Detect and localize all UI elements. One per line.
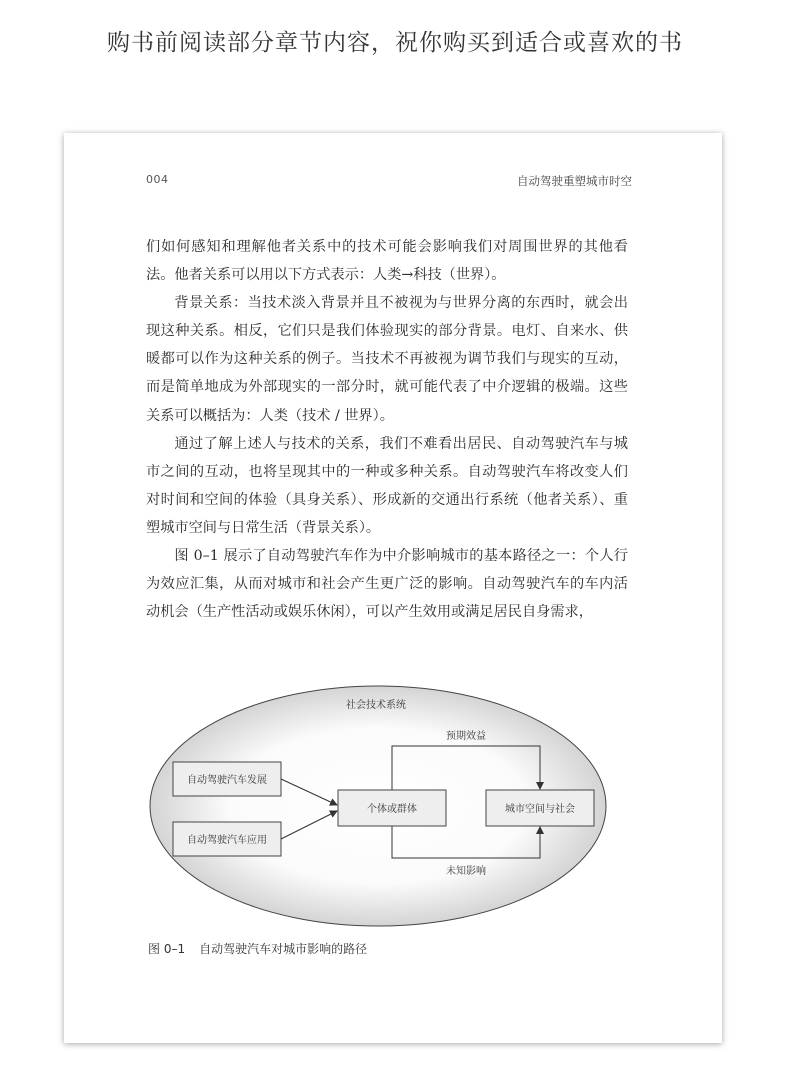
book-page [64, 133, 722, 1043]
caption-text: 自动驾驶汽车对城市影响的路径 [199, 942, 368, 956]
diagram [148, 678, 608, 928]
caption-number: 图 0–1 [148, 942, 186, 956]
page-number: 004 [146, 173, 169, 186]
body-text [146, 233, 628, 626]
figure-0-1 [148, 678, 608, 932]
box-application-label: 自动驾驶汽车应用 [187, 835, 267, 846]
page-banner: 购书前阅读部分章节内容，祝你购买到适合或喜欢的书 [107, 30, 683, 56]
figure-caption [148, 940, 381, 957]
arrow-expected-label: 预期效益 [446, 731, 486, 742]
box-development-label: 自动驾驶汽车发展 [187, 775, 267, 786]
system-label: 社会技术系统 [346, 700, 406, 711]
paragraph-relations-summary: 通过了解上述人与技术的关系，我们不难看出居民、自动驾驶汽车与城市之间的互动，也将呈现其中的一种或多种关系。自动驾驶汽车将改变人们对时间和空间的体验（具身关系）、形成新的交通出行系统（他者关系）、重塑城市空间与日常生活（背景关系）。 [146, 435, 628, 536]
paragraph-background-relation: 背景关系：当技术淡入背景并且不被视为与世界分离的东西时，就会出现这种关系。相反，它们只是我们体验现实的部分背景。电灯、自来水、供暖都可以作为这种关系的例子。当技术不再被视为调节我们与现实的互动，而是简单地成为外部现实的一部分时，就可能代表了中介逻辑的极端。这些关系可以概括为：人类（技术 / 世界）。 [146, 295, 628, 424]
running-title: 自动驾驶重塑城市时空 [517, 174, 632, 188]
arrow-unknown-label: 未知影响 [446, 866, 486, 877]
box-city-label: 城市空间与社会 [505, 804, 575, 815]
paragraph-figure-intro: 图 0–1 展示了自动驾驶汽车作为中介影响城市的基本路径之一：个人行为效应汇集，从而对城市和社会产生更广泛的影响。自动驾驶汽车的车内活动机会（生产性活动或娱乐休闲），可以产生效用或满足居民自身需求， [146, 548, 628, 621]
paragraph-continued: 们如何感知和理解他者关系中的技术可能会影响我们对周围世界的其他看法。他者关系可以用以下方式表示：人类→科技（世界）。 [146, 239, 628, 284]
box-individual-label: 个体或群体 [367, 804, 417, 815]
